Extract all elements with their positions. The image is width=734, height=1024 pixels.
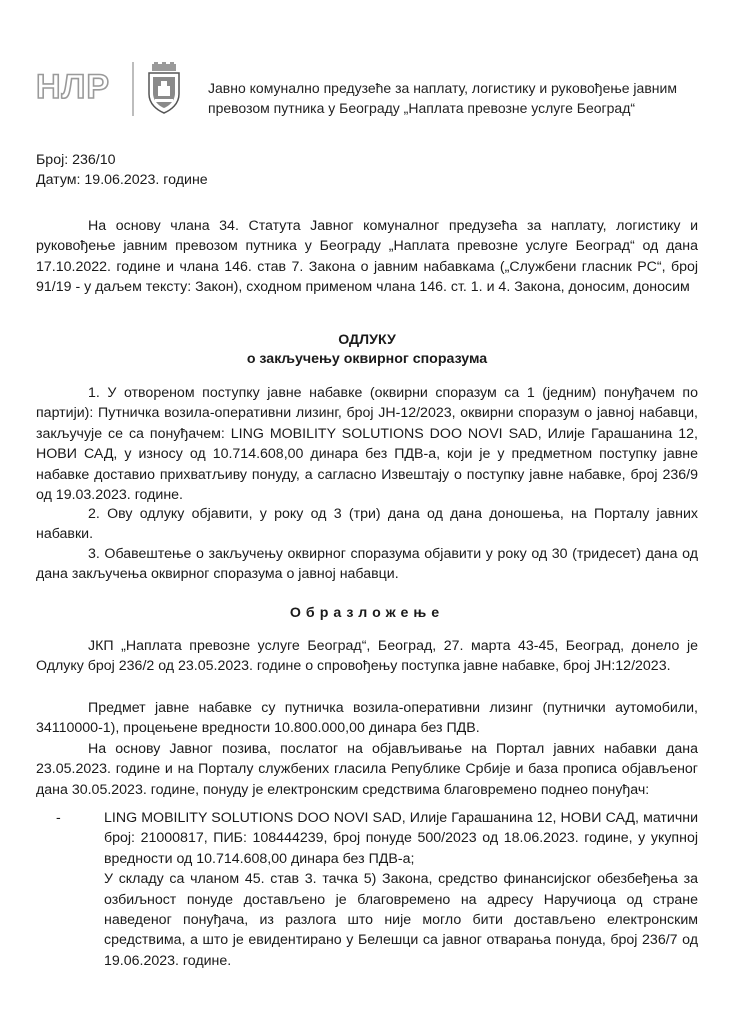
reasoning-title: Образложење	[289, 605, 445, 621]
decision-title: ОДЛУКУ	[338, 332, 396, 348]
decision-item-3: 3. Обавештење о закључењу оквирног споразума објавити у року од 30 (тридесет) дана од дана закључења оквирног споразума о јавној набавци.	[36, 546, 698, 583]
belgrade-crest-icon	[146, 62, 182, 114]
document-number: Број: 236/10	[36, 152, 116, 168]
nlp-logo-text: НЛР	[36, 67, 111, 106]
preamble-paragraph: На основу члана 34. Статута Јавног комуналног предузећа за наплату, логистику и руковођење јавним превозом путника у Београду „Наплата превозне услуге Београд“ од дана 17.10.2022. године и члана 146. став 7. Закона о јавним набавкама („Службени гласник РС“, број 91/19 - у даљем тексту: Закон), сходном применом члана 146. ст. 1. и 4. Закона, доносим, доносим	[36, 218, 698, 296]
reasoning-paragraph-3: На основу Јавног позива, послатог на објављивање на Портал јавних набавки дана 23.05.2023. године и на Порталу службених гласила Републике Србије и база прописа објављеног дана 30.05.2023. године, понуду је електронским средствима благовремено поднео понуђач:	[36, 741, 698, 798]
decision-subtitle: о закључењу оквирног споразума	[246, 351, 488, 367]
organization-name-line1: Јавно комунално предузеће за наплату, логистику и руковођење јавним	[208, 80, 677, 96]
organization-name-line2: превозом путника у Београду „Наплата превозне услуге Београд“	[208, 100, 636, 116]
reasoning-paragraph-2: Предмет јавне набавке су путничка возила-оперативни лизинг (путнички аутомобили, 34110000-1), процењене вредности 10.800.000,00 динара без ПДВ.	[36, 700, 698, 737]
decision-item-1: 1. У отвореном поступку јавне набавке (оквирни споразум са 1 (једним) понуђачем по партији): Путничка возила-оперативни лизинг, број ЈН-12/2023, оквирни споразум о јавној набавци, закључује се са понуђачем: LING MOBILITY SOLUTIONS DOO NOVI SAD, Илије Гарашанина 12, НОВИ САД, у износу од 10.714.608,00 динара без ПДВ-а, који је у предметном поступку јавне набавке доставио прихватљиву понуду, а сагласно Извештају о поступку јавне набавке, број 236/9 од 19.03.2023. године.	[36, 385, 698, 504]
organization-name	[208, 78, 708, 118]
bidder-details	[104, 808, 698, 971]
document-meta	[36, 150, 696, 191]
letterhead	[36, 58, 696, 118]
decision-item-2: 2. Ову одлуку објавити, у року од 3 (три) дана од дана доношења, на Порталу јавних набавки.	[36, 506, 698, 543]
document-date: Датум: 19.06.2023. године	[36, 172, 208, 189]
bid-guarantee-text: У складу са чланом 45. став 3. тачка 5) Закона, средство финансијског обезбеђења за озбиљност понуде достављено је благовремено на адресу Наручиоца од стране наведеног понуђача, из разлога што није могло бити достављено електронским средствима, а што је евидентирано у Белешци са јавног отварања понуда, број 236/7 од 19.06.2023. године.	[104, 871, 698, 969]
nlp-logo	[36, 67, 124, 106]
bidder-details-text: LING MOBILITY SOLUTIONS DOO NOVI SAD, Илије Гарашанина 12, НОВИ САД, матични број: 21000817, ПИБ: 108444239, број понуде 500/2023 од 18.06.2023. године, у укупној вредности од 10.714.608,00 динара без ПДВ-а;	[104, 810, 698, 867]
reasoning-paragraph-1: ЈКП „Наплата превозне услуге Београд“, Београд, 27. марта 43-45, Београд, донело је Одлуку број 236/2 од 23.05.2023. године о спровођењу поступка јавне набавке, број ЈН:12/2023.	[36, 638, 698, 675]
list-dash: -	[56, 810, 61, 826]
letterhead-divider	[132, 62, 134, 116]
